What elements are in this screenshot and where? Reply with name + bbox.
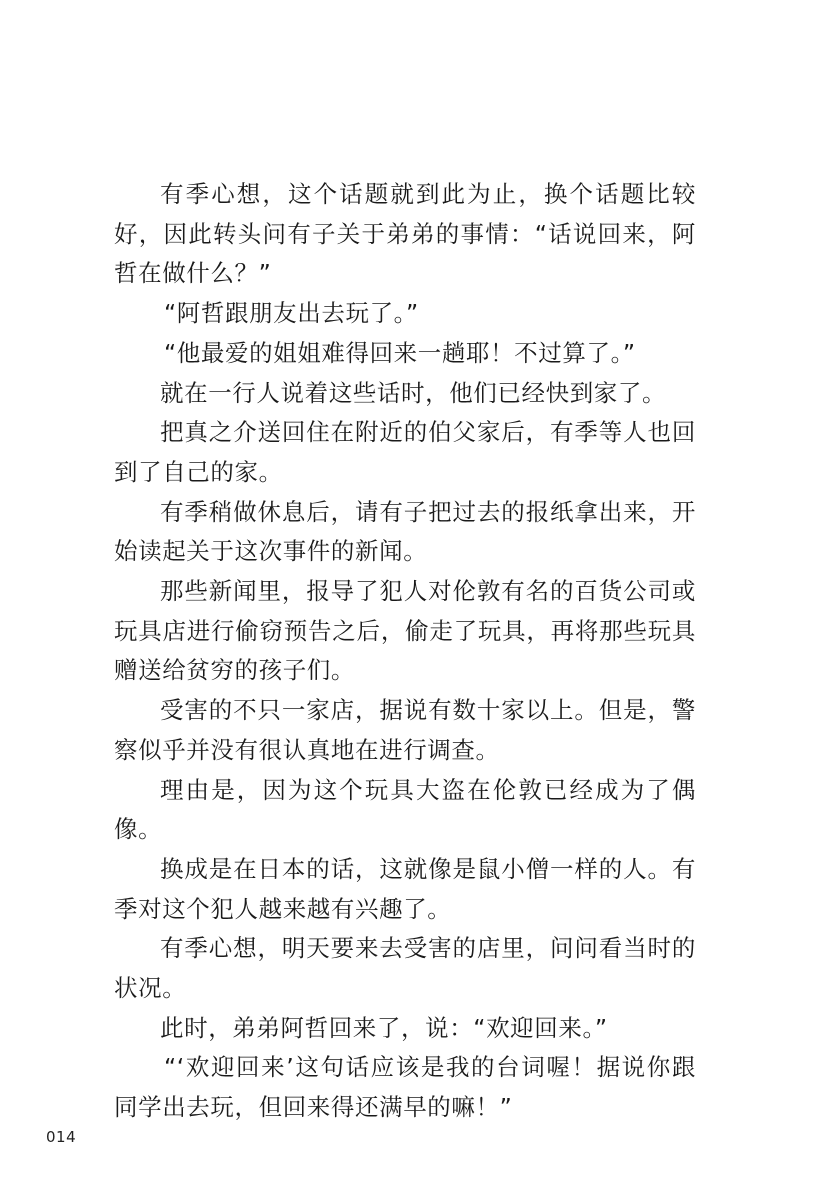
paragraph: 有季心想，这个话题就到此为止，换个话题比较好，因此转头问有子关于弟弟的事情：“话说回来，阿哲在做什么？” xyxy=(114,180,696,288)
paragraph: 把真之介送回住在附近的伯父家后，有季等人也回到了自己的家。 xyxy=(114,418,696,486)
paragraph: 有季心想，明天要来去受害的店里，问问看当时的状况。 xyxy=(114,934,696,1003)
paragraph: 就在一行人说着这些话时，他们已经快到家了。 xyxy=(160,378,667,407)
body-text xyxy=(114,175,696,1128)
paragraph: 理由是，因为这个玩具大盗在伦敦已经成为了偶像。 xyxy=(114,775,696,844)
page-number: 014 xyxy=(46,1128,77,1146)
paragraph: 此时，弟弟阿哲回来了，说：“欢迎回来。” xyxy=(160,1013,608,1042)
paragraph: 有季稍做休息后，请有子把过去的报纸拿出来，开始读起关于这次事件的新闻。 xyxy=(114,497,696,566)
paragraph: 受害的不只一家店，据说有数十家以上。但是，警察似乎并没有很认真地在进行调查。 xyxy=(114,696,696,764)
paragraph: “他最爱的姐姐难得回来一趟耶！不过算了。” xyxy=(164,338,636,367)
paragraph: 换成是在日本的话，这就像是鼠小僧一样的人。有季对这个犯人越来越有兴趣了。 xyxy=(114,854,696,923)
paragraph: “‘欢迎回来’这句话应该是我的台词喔！据说你跟同学出去玩，但回来得还满早的嘛！” xyxy=(114,1053,696,1122)
paragraph: “阿哲跟朋友出去玩了。” xyxy=(164,299,419,328)
paragraph: 那些新闻里，报导了犯人对伦敦有名的百货公司或玩具店进行偷窃预告之后，偷走了玩具，再将那些玩具赠送给贫穷的孩子们。 xyxy=(114,577,696,685)
